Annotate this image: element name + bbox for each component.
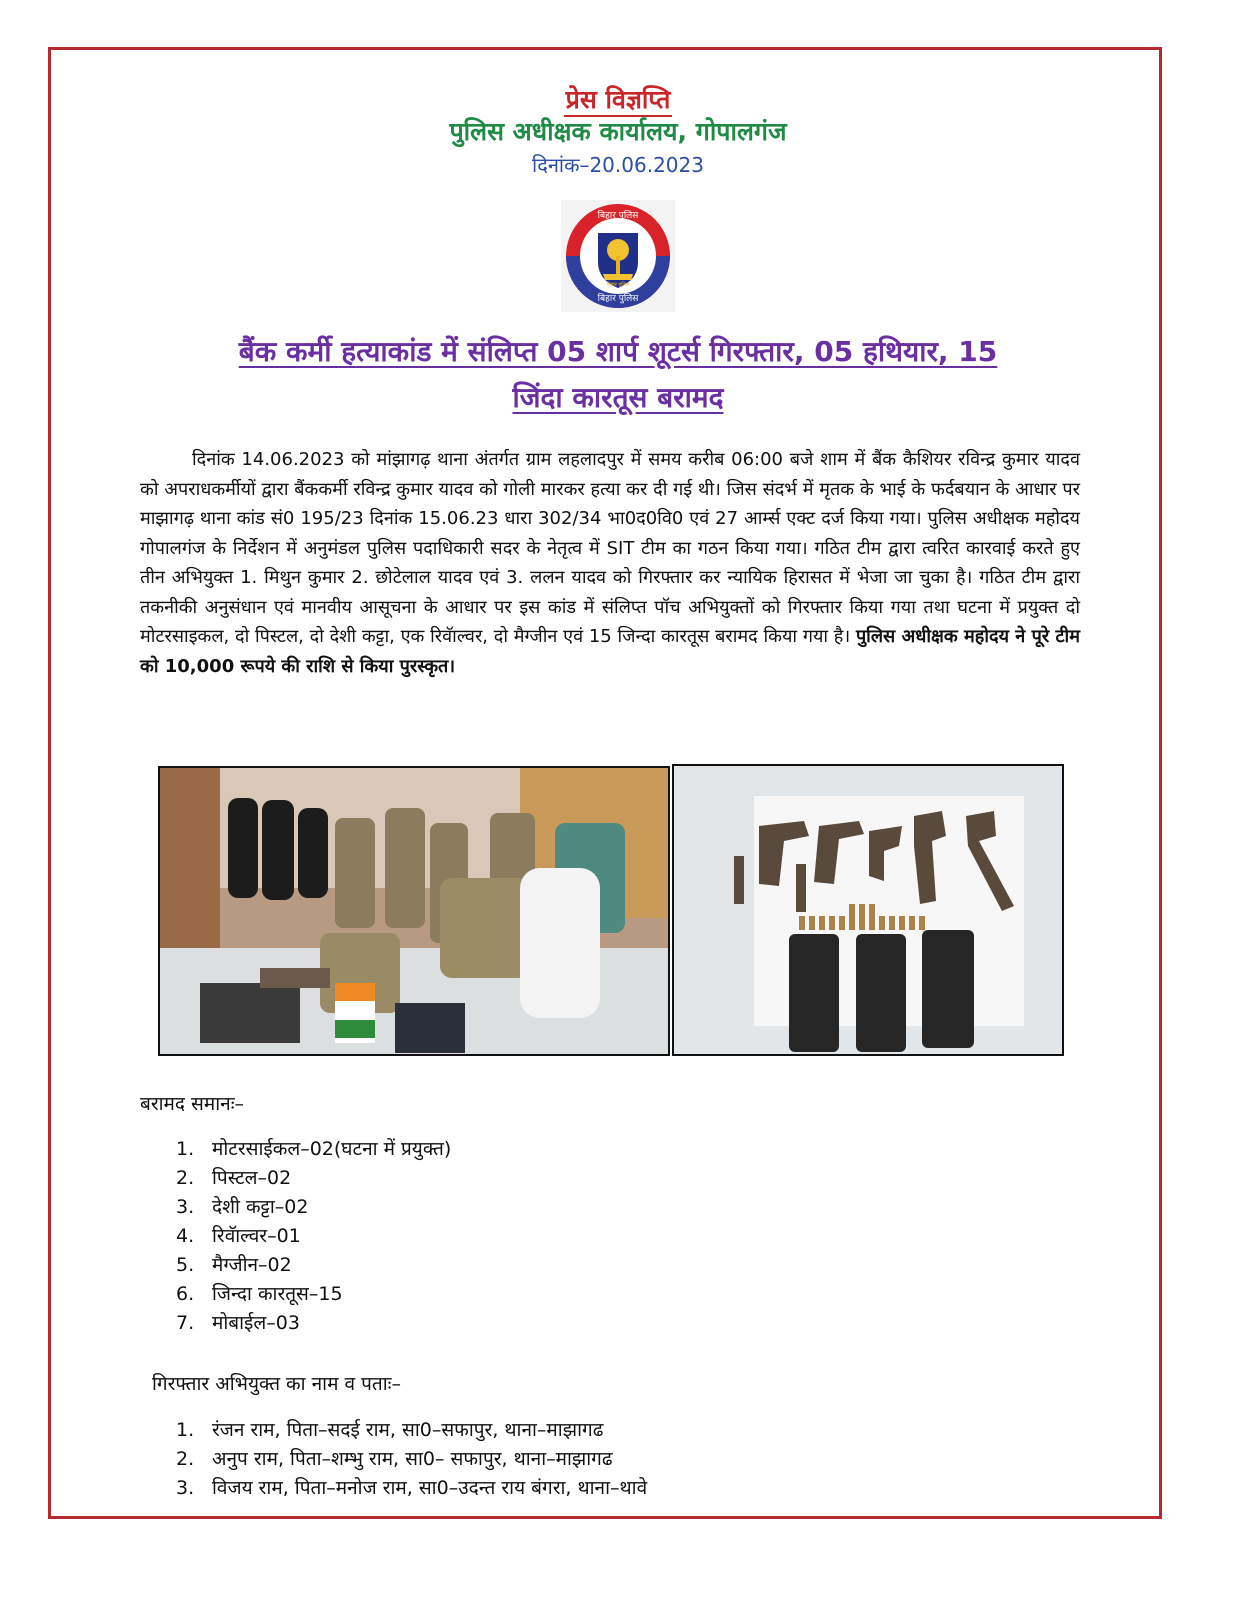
press-conference-photo <box>158 766 670 1056</box>
list-item-text: देशी कट्टा–02 <box>212 1196 309 1218</box>
logo-bottom-text: बिहार पुलिस <box>597 294 639 304</box>
list-item-number: 1. <box>176 1419 195 1441</box>
list-item <box>176 1193 451 1222</box>
list-item <box>176 1474 647 1503</box>
list-item-number: 7. <box>176 1312 195 1334</box>
list-item-text: मोटरसाईकल–02(घटना में प्रयुक्त) <box>212 1138 452 1160</box>
office-name: पुलिस अधीक्षक कार्यालय, गोपालगंज <box>449 117 787 146</box>
list-item-text: विजय राम, पिता–मनोज राम, सा0–उदन्त राय बंगरा, थाना–थावे <box>212 1477 648 1499</box>
list-item-text: मैग्जीन–02 <box>212 1254 292 1276</box>
list-item-text: जिन्दा कारतूस–15 <box>212 1283 343 1305</box>
logo-emblem-text: बिहार पुलिस <box>606 282 630 288</box>
list-item-number: 4. <box>176 1225 195 1247</box>
list-item <box>176 1309 451 1338</box>
list-item <box>176 1164 451 1193</box>
list-item-number: 5. <box>176 1254 195 1276</box>
arrested-accused-list <box>176 1416 647 1503</box>
body-text: दिनांक 14.06.2023 को मांझागढ़ थाना अंतर्गत ग्राम लहलादपुर में समय करीब 06:00 बजे शाम में बैंक कैशियर रविन्द्र कुमार यादव को अपराधकर्मीयों द्वारा बैंककर्मी रविन्द्र कुमार यादव को गोली मारकर हत्या कर दी गई थी। जिस संदर्भ में मृतक के भाई के फर्दबयान के आधार पर माझागढ़ थाना कांड सं0 195/23 दिनांक 15.06.23 धारा 302/34 भा0द0वि0 एवं 27 आर्म्स एक्ट दर्ज किया गया। पुलिस अधीक्षक महोदय गोपालगंज के निर्देशन में अनुमंडल पुलिस पदाधिकारी सदर के नेतृत्व में SIT टीम का गठन किया गया। गठित टीम द्वारा त्वरित कारवाई करते हुए तीन अभियुक्त 1. मिथुन कुमार 2. छोटेलाल यादव एवं 3. ललन यादव को गिरफ्तार कर न्यायिक हिरासत में भेजा जा चुका है। गठित टीम द्वारा तकनीकी अनुसंधान एवं मानवीय आसूचना के आधार पर इस कांड में संलिप्त पॉच अभियुक्तों को गिरफ्तार किया गया तथा घटना में प्रयुक्त दो मोटरसाइकल, दो पिस्टल, दो देशी कट्टा, एक रिवॅाल्वर, दो मैग्जीन एवं 15 जिन्दा कारतूस बरामद किया गया है। <box>140 449 1080 647</box>
list-item-text: मोबाईल–03 <box>212 1312 300 1334</box>
headline-line-2: जिंदा कारतूस बरामद <box>512 381 724 414</box>
logo-top-text: बिहार पुलिस <box>597 211 639 221</box>
bihar-police-logo <box>561 200 675 312</box>
reward-sentence: पुलिस अधीक्षक महोदय ने पूरे टीम को 10,000 रूपये की राशि से किया पुरस्कृत। <box>140 626 1080 677</box>
recovered-items-title: बरामद समानः– <box>140 1093 245 1115</box>
body-paragraph <box>140 445 1080 681</box>
list-item-number: 3. <box>176 1477 195 1499</box>
list-item <box>176 1280 451 1309</box>
headline-line-1: बैंक कर्मी हत्याकांड में संलिप्त 05 शार्प शूटर्स गिरफ्तार, 05 हथियार, 15 <box>238 335 998 368</box>
list-item <box>176 1445 647 1474</box>
list-item-number: 6. <box>176 1283 195 1305</box>
list-item-number: 2. <box>176 1448 195 1470</box>
list-item <box>176 1135 451 1164</box>
press-release-title: प्रेस विज्ञप्ति <box>0 82 1236 116</box>
recovered-weapons-photo <box>672 764 1064 1056</box>
list-item-text: रंजन राम, पिता–सदई राम, सा0–सफापुर, थाना–माझागढ <box>212 1419 604 1441</box>
list-item-text: पिस्टल–02 <box>212 1167 292 1189</box>
recovered-items-list <box>176 1135 451 1338</box>
list-item-text: अनुप राम, पिता–शम्भु राम, सा0– सफापुर, थाना–माझागढ <box>212 1448 613 1470</box>
list-item <box>176 1251 451 1280</box>
list-item-number: 2. <box>176 1167 195 1189</box>
list-item <box>176 1416 647 1445</box>
release-date: दिनांक–20.06.2023 <box>532 153 704 177</box>
list-item-number: 1. <box>176 1138 195 1160</box>
list-item-text: रिवॅाल्वर–01 <box>212 1225 301 1247</box>
list-item-number: 3. <box>176 1196 195 1218</box>
arrested-accused-title: गिरफ्तार अभियुक्त का नाम व पताः– <box>152 1373 401 1395</box>
list-item <box>176 1222 451 1251</box>
